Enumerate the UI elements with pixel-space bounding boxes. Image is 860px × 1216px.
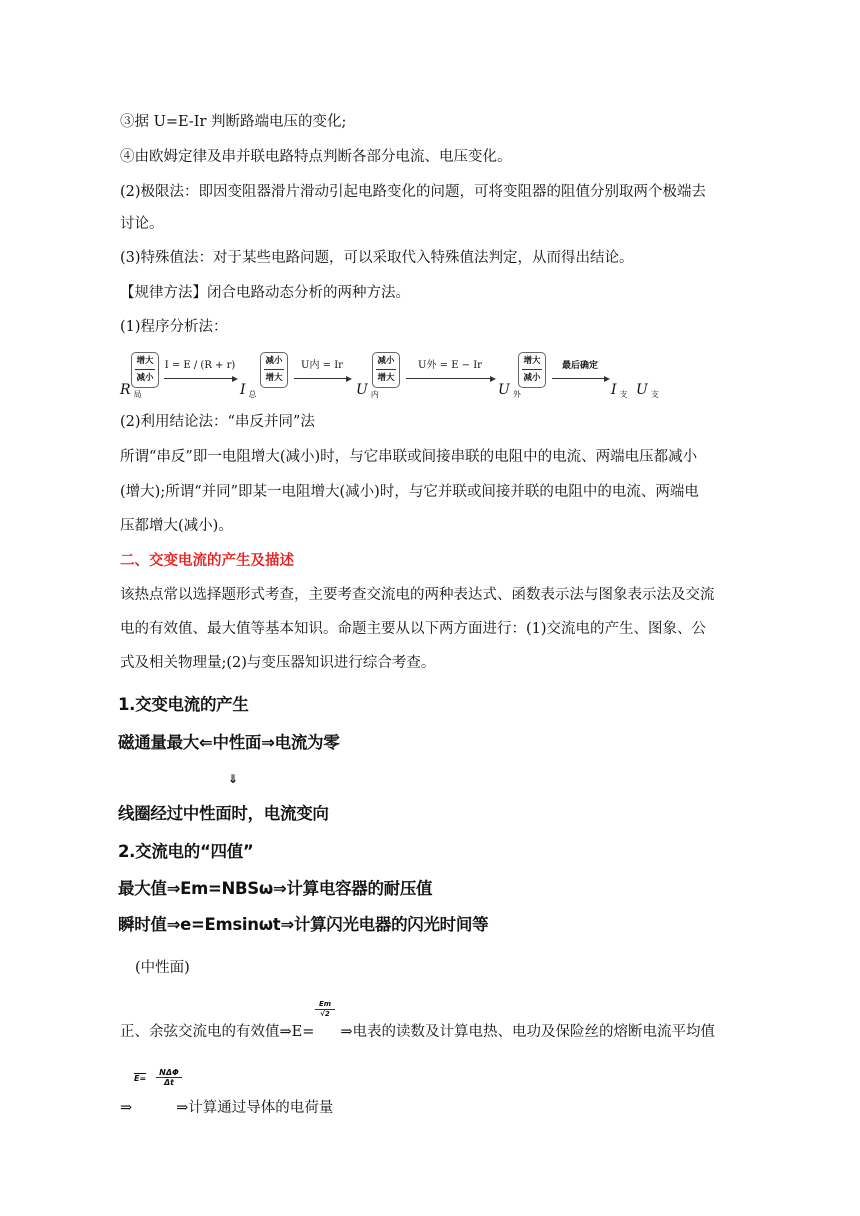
text-line: 压都增大(减小)。 — [120, 518, 233, 534]
summary-line: 线圈经过中性面时，电流变向 — [118, 804, 329, 823]
chain-i-branch: I $_支$ — [611, 382, 628, 399]
text-line: 该热点常以选择题形式考查，主要考查交流电的两种表达式、函数表示法与图象表示法及交流 — [120, 587, 715, 603]
chain-box-3: 减小 增大 — [372, 352, 400, 388]
chain-box-4: 增大 减小 — [518, 352, 546, 388]
chain-arrow-3: U外 = E − Ir — [406, 356, 494, 379]
summary-title-2: 2.交流电的“四值” — [118, 842, 254, 861]
text-line: ⇒ ⇒计算通过导体的电荷量 — [120, 1100, 334, 1116]
summary-title-1: 1.交变电流的产生 — [118, 695, 249, 714]
summary-line: 瞬时值⇒e=Emsinωt⇒计算闪光电器的闪光时间等 — [118, 915, 489, 934]
text-line: 所谓“串反”即一电阻增大(减小)时，与它串联或间接串联的电阻中的电流、两端电压都减小 — [120, 449, 698, 465]
section-heading: 二、交变电流的产生及描述 — [120, 553, 294, 569]
text-line: ③据 U=E-Ir 判断路端电压的变化; — [120, 114, 347, 130]
chain-box-1: 增大 减小 — [131, 352, 159, 388]
summary-line: 最大值⇒Em=NBSω⇒计算电容器的耐压值 — [118, 879, 433, 898]
down-arrow-icon: ⇓ — [228, 772, 238, 786]
effective-value-line: 正、余弦交流电的有效值⇒E= ⇒电表的读数及计算电热、电功及保险丝的熔断电流平均值 — [120, 1024, 716, 1040]
analysis-chain-diagram — [120, 350, 720, 400]
fraction-em-sqrt2: Em √2 — [315, 1000, 335, 1019]
text-line: 【规律方法】闭合电路动态分析的两种方法。 — [120, 285, 410, 301]
text-line: (2)利用结论法：“串反并同”法 — [120, 414, 315, 430]
chain-u-branch: U $_支$ — [636, 382, 659, 399]
text-line: 式及相关物理量;(2)与变压器知识进行综合考查。 — [120, 655, 436, 671]
summary-line: 磁通量最大⇐中性面⇒电流为零 — [118, 733, 340, 752]
chain-u-out: U $_外$ — [498, 382, 521, 399]
text-line: ④由欧姆定律及串并联电路特点判断各部分电流、电压变化。 — [120, 149, 512, 165]
text-line: 讨论。 — [120, 216, 164, 232]
text-line: 电的有效值、最大值等基本知识。命题主要从以下两方面进行：(1)交流电的产生、图象、公 — [120, 621, 707, 637]
chain-r: R $_局$ — [120, 382, 142, 399]
text-line: (3)特殊值法：对于某些电路问题，可以采取代入特殊值法判定，从而得出结论。 — [120, 250, 634, 266]
chain-arrow-4: 最后确定 — [552, 356, 608, 379]
chain-arrow-2: U内 = Ir — [294, 356, 350, 379]
text-line: (2)极限法：即因变阻器滑片滑动引起电路变化的问题，可将变阻器的阻值分别取两个极端去 — [120, 184, 707, 200]
chain-box-2: 减小 增大 — [260, 352, 288, 388]
text-line: (中性面) — [135, 960, 190, 976]
text-line: (1)程序分析法： — [120, 319, 228, 335]
chain-u-in: U $_内$ — [356, 382, 379, 399]
chain-arrow-1: I = E / (R + r) — [164, 356, 236, 379]
chain-i-total: I $_总$ — [240, 382, 257, 399]
text-line: (增大);所谓“并同”即某一电阻增大(减小)时，与它并联或间接并联的电阻中的电流、两端电 — [120, 484, 699, 500]
